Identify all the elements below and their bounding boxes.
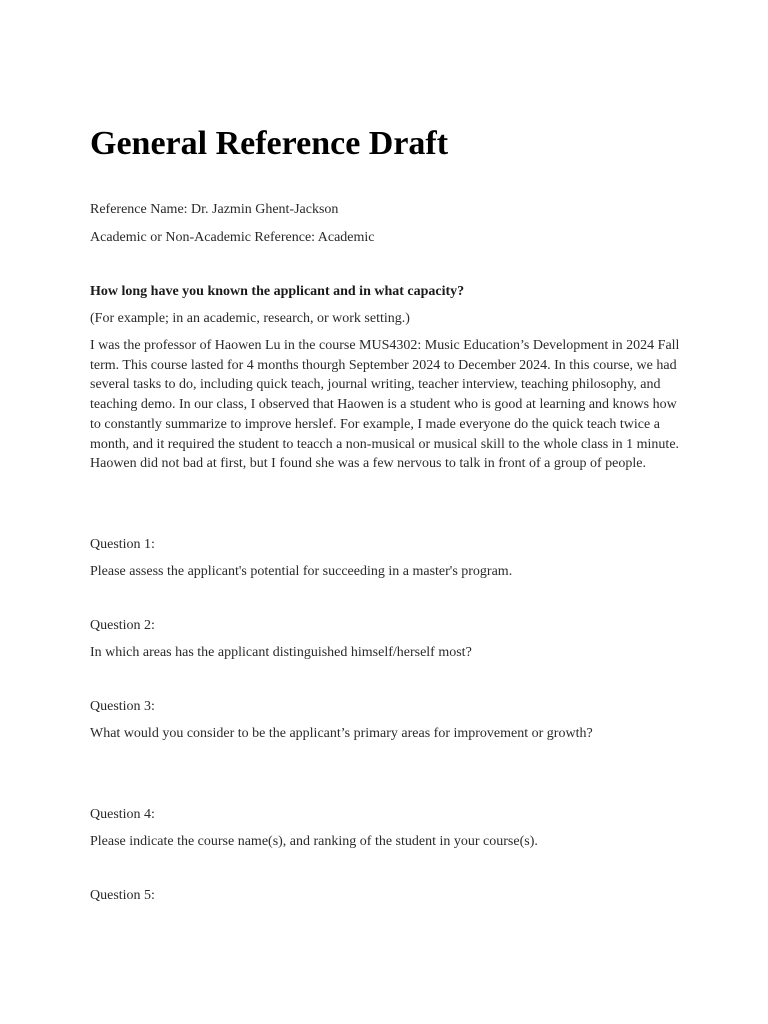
reference-name: Reference Name: Dr. Jazmin Ghent-Jackson — [90, 202, 339, 217]
question-2-label: Question 2: — [90, 618, 155, 633]
document-title: General Reference Draft — [90, 125, 449, 162]
capacity-answer: I was the professor of Haowen Lu in the course MUS4302: Music Education’s Development in 2024 Fall term. This course lasted for 4 months thourgh September 2024 to December 2024. In this course, we had several tasks to do, including quick teach, journal writing, teacher interview, teaching philosophy, and teaching demo. In our class, I observed that Haowen is a student who is good at learning and knows how to constantly summarize to improve herslef. For example, I made everyone do the quick teach twice a month, and it required the student to teacch a non-musical or musical skill to the whole class in 1 minute. Haowen did not bad at first, but I found she was a few nervous to talk in front of a group of people. — [90, 338, 680, 472]
question-3-label: Question 3: — [90, 699, 155, 714]
question-2-text: In which areas has the applicant distinguished himself/herself most? — [90, 645, 472, 660]
question-1-label: Question 1: — [90, 537, 155, 552]
question-4-text: Please indicate the course name(s), and ranking of the student in your course(s). — [90, 834, 538, 849]
capacity-hint: (For example; in an academic, research, or work setting.) — [90, 311, 410, 326]
question-5-label: Question 5: — [90, 888, 155, 903]
reference-type: Academic or Non-Academic Reference: Academic — [90, 230, 375, 245]
capacity-question: How long have you known the applicant and in what capacity? — [90, 284, 465, 299]
question-3-text: What would you consider to be the applicant’s primary areas for improvement or growth? — [90, 726, 593, 741]
question-1-text: Please assess the applicant's potential for succeeding in a master's program. — [90, 564, 513, 579]
question-4-label: Question 4: — [90, 807, 155, 822]
